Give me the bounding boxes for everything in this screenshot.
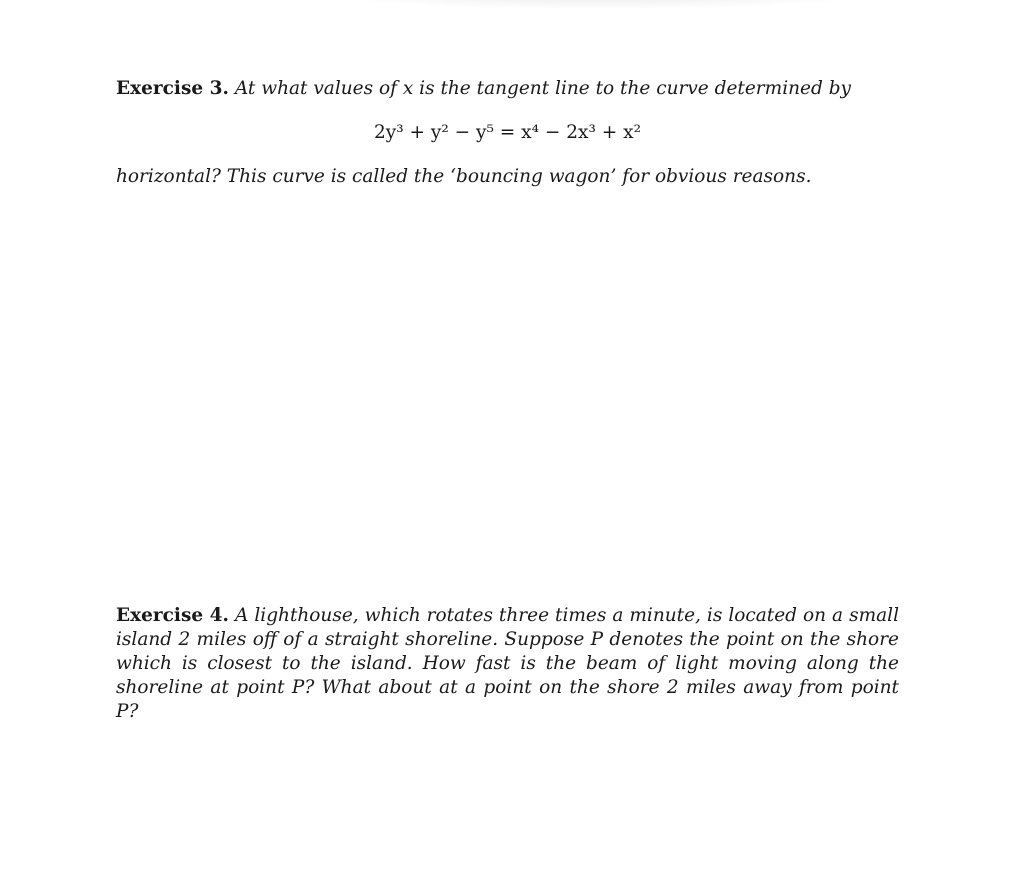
exercise-4-label: Exercise 4. [116,605,229,626]
page-top-shadow [300,0,900,10]
equation-lhs: 2y³ + y² − y⁵ [373,122,494,143]
exercise-3-variable: x [402,78,414,99]
equation-equals: = [499,122,516,143]
exercise-3-text-after-var: is the tangent line to the curve determined by [413,78,851,99]
exercise-3 [116,77,899,189]
exercise-3-intro [116,77,899,101]
exercise-4 [116,604,899,724]
exercise-3-text-before-var: At what values of [234,78,403,99]
exercise-3-label: Exercise 3. [116,78,229,99]
exercise-3-equation [116,121,899,145]
exercise-4-text: A lighthouse, which rotates three times a minute, is located on a small island 2 miles off of a straight shoreline. Suppose P denotes the point on the shore which is closest to the island. How fast is the beam of light moving along the shoreline at point P? What about at a point on the shore 2 miles away from point P? [116,605,899,722]
equation-rhs: x⁴ − 2x³ + x² [521,122,642,143]
exercise-3-conclusion: horizontal? This curve is called the ‘bouncing wagon’ for obvious reasons. [116,166,812,187]
